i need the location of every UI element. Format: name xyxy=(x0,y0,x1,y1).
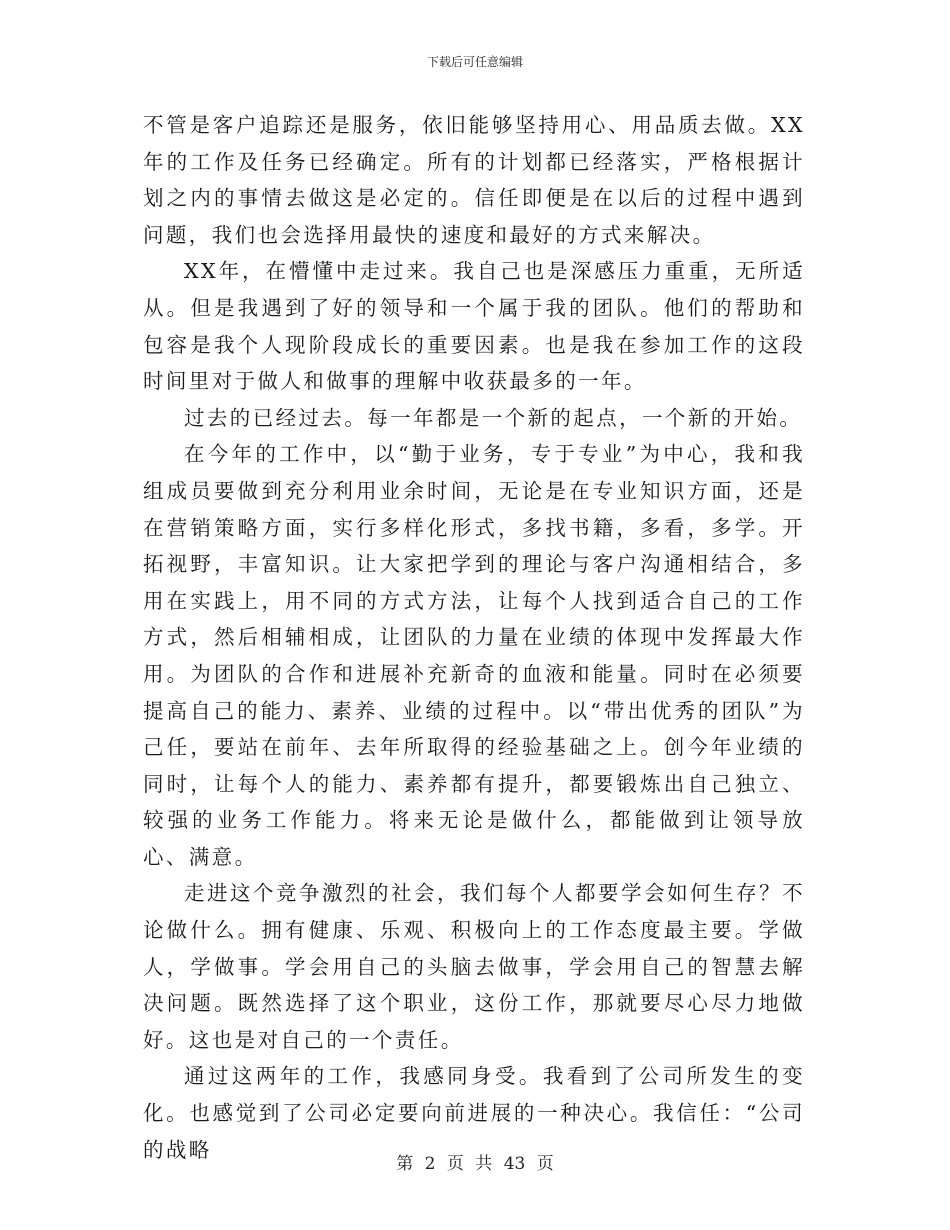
page-footer: 第 2 页 共 43 页 xyxy=(396,1154,554,1174)
paragraph-2: XX年，在懵懂中走过来。我自己也是深感压力重重，无所适从。但是我遇到了好的领导和一个属于我的团队。他们的帮助和包容是我个人现阶段成长的重要因素。也是我在参加工作的这段时间里对于做人和做事的理解中收获最多的一年。 xyxy=(143,259,805,394)
paragraph-1: 不管是客户追踪还是服务，依旧能够坚持用心、用品质去做。XX年的工作及任务已经确定。所有的计划都已经落实，严格根据计划之内的事情去做这是必定的。信任即便是在以后的过程中遇到问题，我们也会选择用最快的速度和最好的方式来解决。 xyxy=(143,113,805,247)
document-body xyxy=(143,107,805,1168)
paragraph-5: 走进这个竞争激烈的社会，我们每个人都要学会如何生存？不论做什么。拥有健康、乐观、积极向上的工作态度最主要。学做人，学做事。学会用自己的头脑去做事，学会用自己的智慧去解决问题。既然选择了这个职业，这份工作，那就要尽心尽力地做好。这也是对自己的一个责任。 xyxy=(143,881,805,1052)
paragraph-4: 在今年的工作中，以“勤于业务，专于专业”为中心，我和我组成员要做到充分利用业余时间，无论是在专业知识方面，还是在营销策略方面，实行多样化形式，多找书籍，多看，多学。开拓视野，丰富知识。让大家把学到的理论与客户沟通相结合，多用在实践上，用不同的方式方法，让每个人找到适合自己的工作方式，然后相辅相成，让团队的力量在业绩的体现中发挥最大作用。为团队的合作和进展补充新奇的血液和能量。同时在必须要提高自己的能力、素养、业绩的过程中。以“带出优秀的团队”为己任，要站在前年、去年所取得的经验基础之上。创今年业绩的同时，让每个人的能力、素养都有提升，都要锻炼出自己独立、较强的业务工作能力。将来无论是做什么，都能做到让领导放心、满意。 xyxy=(143,442,805,869)
paragraph-6: 通过这两年的工作，我感同身受。我看到了公司所发生的变化。也感觉到了公司必定要向前进展的一种决心。我信任：“公司的战略 xyxy=(143,1064,805,1162)
paragraph-3: 过去的已经过去。每一年都是一个新的起点，一个新的开始。 xyxy=(184,405,803,430)
page-header: 下载后可任意编辑 xyxy=(426,55,523,69)
